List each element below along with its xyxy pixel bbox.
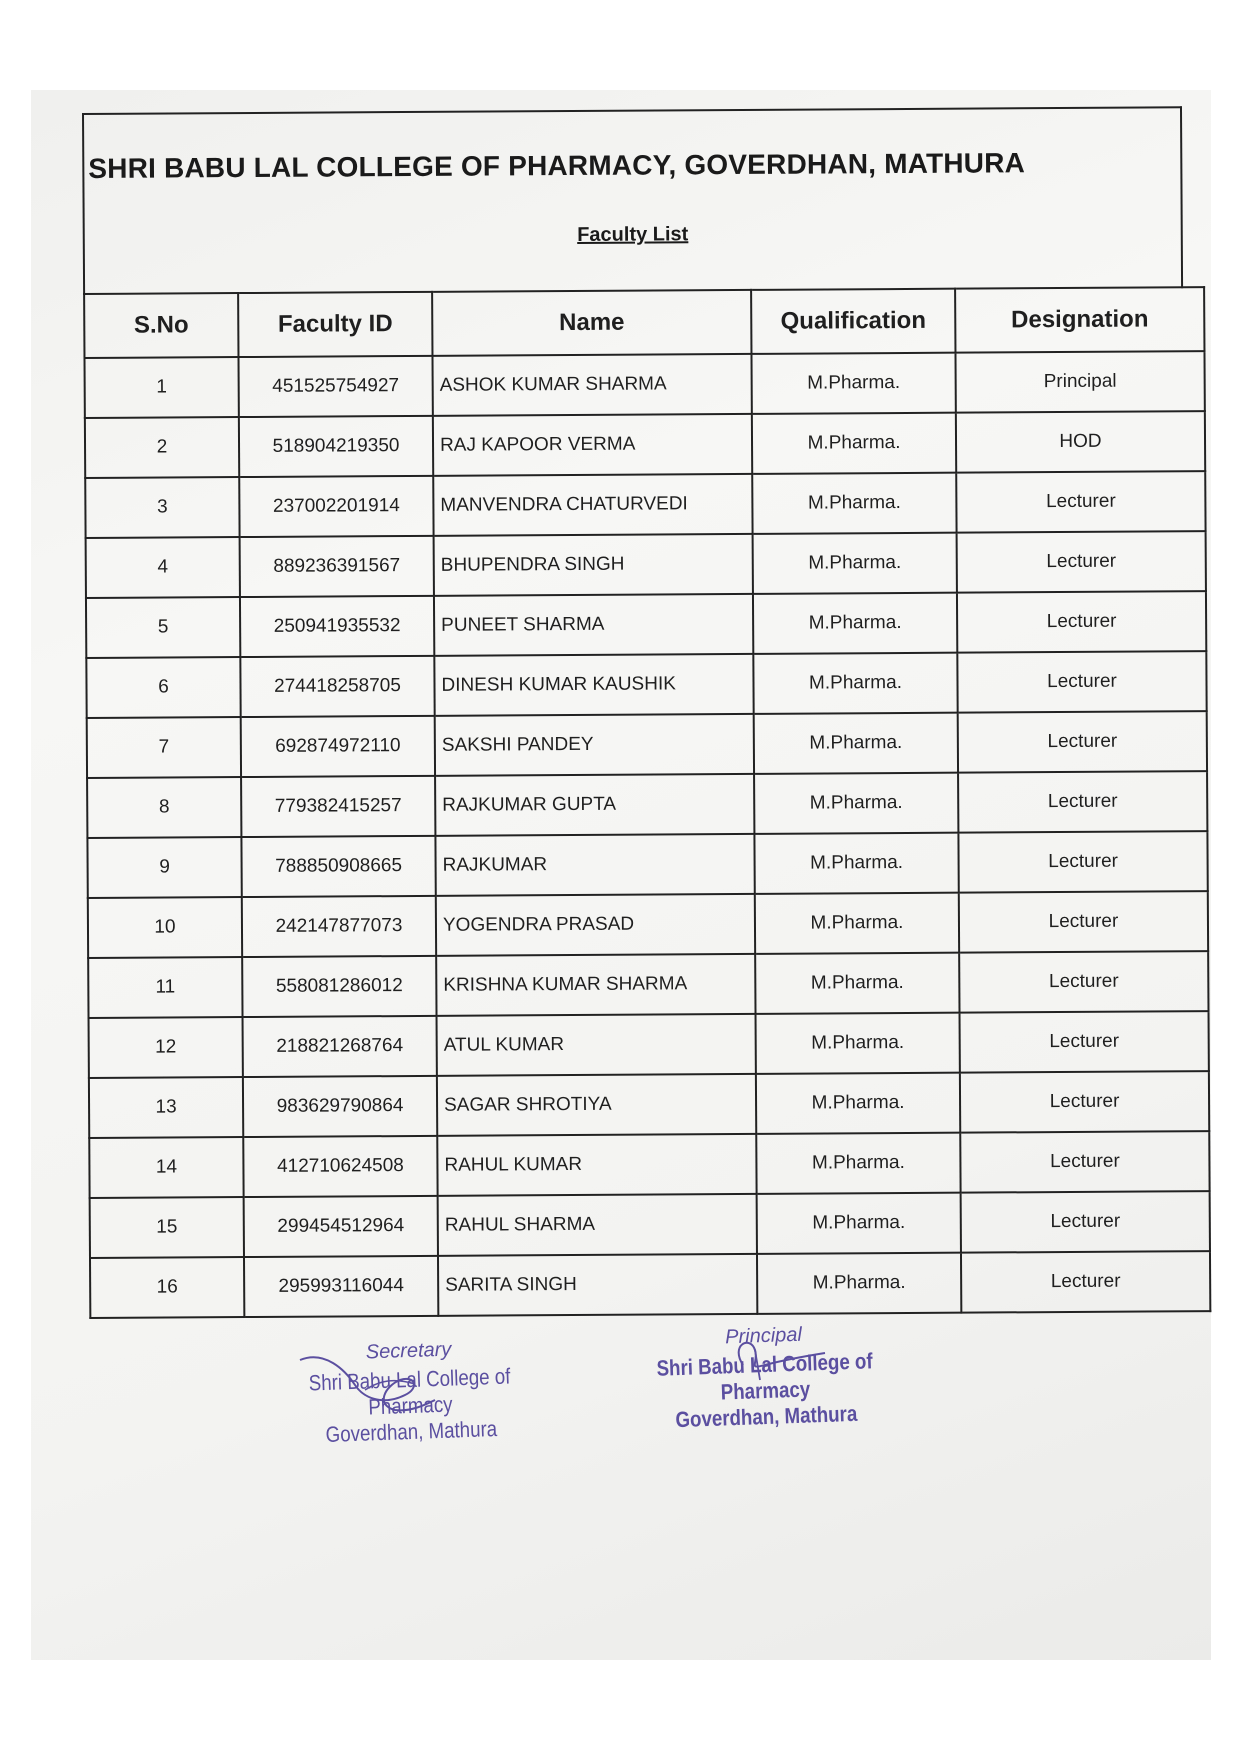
cell-designation: HOD <box>956 411 1205 473</box>
cell-qualification: M.Pharma. <box>754 713 958 774</box>
header-box <box>82 106 1183 295</box>
cell-sno: 1 <box>84 357 238 418</box>
cell-faculty-id: 558081286012 <box>242 956 436 1017</box>
table-row <box>89 1011 1209 1078</box>
cell-sno: 14 <box>89 1137 243 1198</box>
cell-faculty-id: 218821268764 <box>243 1016 437 1077</box>
cell-faculty-id: 299454512964 <box>244 1196 438 1257</box>
table-row <box>87 711 1207 778</box>
header-faculty-id: Faculty ID <box>238 292 432 357</box>
cell-qualification: M.Pharma. <box>753 653 957 714</box>
college-name: SHRI BABU LAL COLLEGE OF PHARMACY, GOVERDHAN, MATHURA <box>88 147 1026 184</box>
cell-designation: Lecturer <box>961 1251 1210 1313</box>
header-qualification: Qualification <box>751 289 955 354</box>
table-row <box>86 591 1206 658</box>
cell-qualification: M.Pharma. <box>752 473 956 534</box>
cell-designation: Lecturer <box>957 591 1206 653</box>
cell-sno: 8 <box>87 777 241 838</box>
secretary-stamp <box>248 1334 571 1450</box>
table-row <box>88 891 1208 958</box>
table-row <box>87 771 1207 838</box>
cell-faculty-id: 237002201914 <box>239 476 433 537</box>
cell-sno: 3 <box>85 477 239 538</box>
cell-qualification: M.Pharma. <box>755 953 959 1014</box>
cell-designation: Lecturer <box>959 951 1208 1013</box>
cell-qualification: M.Pharma. <box>754 833 958 894</box>
secretary-location-line: Goverdhan, Mathura <box>325 1415 498 1447</box>
cell-sno: 10 <box>88 897 242 958</box>
cell-faculty-id: 242147877073 <box>242 896 436 957</box>
cell-faculty-id: 788850908665 <box>241 836 435 897</box>
cell-designation: Lecturer <box>957 651 1206 713</box>
table-row <box>86 651 1206 718</box>
cell-sno: 7 <box>87 717 241 778</box>
cell-qualification: M.Pharma. <box>753 593 957 654</box>
cell-faculty-id: 518904219350 <box>239 416 433 477</box>
document-subtitle: Faculty List <box>577 223 689 246</box>
cell-name: RAJKUMAR <box>435 834 754 896</box>
cell-name: RAHUL KUMAR <box>437 1134 756 1196</box>
cell-qualification: M.Pharma. <box>756 1073 960 1134</box>
cell-qualification: M.Pharma. <box>757 1193 961 1254</box>
principal-stamp <box>613 1320 916 1435</box>
cell-designation: Lecturer <box>960 1131 1209 1193</box>
header-name: Name <box>432 290 751 356</box>
cell-designation: Lecturer <box>958 711 1207 773</box>
cell-faculty-id: 889236391567 <box>240 536 434 597</box>
cell-qualification: M.Pharma. <box>756 1013 960 1074</box>
cell-sno: 4 <box>86 537 240 598</box>
table-row <box>90 1251 1210 1318</box>
cell-designation: Lecturer <box>957 531 1206 593</box>
secretary-role: Secretary <box>365 1338 452 1364</box>
cell-faculty-id: 250941935532 <box>240 596 434 657</box>
cell-sno: 5 <box>86 597 240 658</box>
table-row <box>88 951 1208 1018</box>
cell-name: DINESH KUMAR KAUSHIK <box>434 654 753 716</box>
cell-qualification: M.Pharma. <box>755 893 959 954</box>
cell-sno: 11 <box>88 957 242 1018</box>
cell-faculty-id: 451525754927 <box>238 356 432 417</box>
cell-name: KRISHNA KUMAR SHARMA <box>436 954 755 1016</box>
table-header-row <box>84 287 1204 358</box>
cell-faculty-id: 274418258705 <box>240 656 434 717</box>
cell-name: MANVENDRA CHATURVEDI <box>433 474 752 536</box>
cell-designation: Lecturer <box>960 1011 1209 1073</box>
cell-name: PUNEET SHARMA <box>434 594 753 656</box>
cell-name: SARITA SINGH <box>438 1254 757 1316</box>
cell-sno: 2 <box>85 417 239 478</box>
table-row <box>84 351 1204 418</box>
principal-location-line: Goverdhan, Mathura <box>675 1400 858 1433</box>
cell-name: RAHUL SHARMA <box>438 1194 757 1256</box>
faculty-table <box>83 286 1211 1319</box>
cell-name: YOGENDRA PRASAD <box>436 894 755 956</box>
cell-qualification: M.Pharma. <box>751 353 955 414</box>
table-row <box>85 471 1205 538</box>
header-sno: S.No <box>84 293 238 358</box>
faculty-list-frame <box>82 106 1189 1313</box>
table-row <box>89 1131 1209 1198</box>
cell-name: RAJKUMAR GUPTA <box>435 774 754 836</box>
cell-qualification: M.Pharma. <box>754 773 958 834</box>
cell-faculty-id: 295993116044 <box>244 1256 438 1317</box>
cell-name: ATUL KUMAR <box>437 1014 756 1076</box>
cell-faculty-id: 412710624508 <box>243 1136 437 1197</box>
cell-name: SAGAR SHROTIYA <box>437 1074 756 1136</box>
header-designation: Designation <box>955 287 1204 353</box>
cell-sno: 12 <box>89 1017 243 1078</box>
table-body <box>84 351 1210 1318</box>
cell-qualification: M.Pharma. <box>753 533 957 594</box>
principal-role: Principal <box>724 1323 803 1349</box>
cell-name: RAJ KAPOOR VERMA <box>433 414 752 476</box>
cell-name: BHUPENDRA SINGH <box>434 534 753 596</box>
cell-name: ASHOK KUMAR SHARMA <box>432 354 751 416</box>
cell-faculty-id: 983629790864 <box>243 1076 437 1137</box>
table-row <box>86 531 1206 598</box>
cell-designation: Lecturer <box>959 891 1208 953</box>
cell-qualification: M.Pharma. <box>756 1133 960 1194</box>
secretary-college-line: Shri Babu Lal College of Pharmacy <box>308 1363 511 1420</box>
table-row <box>90 1191 1210 1258</box>
table-row <box>87 831 1207 898</box>
cell-designation: Lecturer <box>958 831 1207 893</box>
table-row <box>89 1071 1209 1138</box>
principal-college-line: Shri Babu Lal College of Pharmacy <box>656 1348 873 1405</box>
cell-sno: 13 <box>89 1077 243 1138</box>
cell-faculty-id: 692874972110 <box>241 716 435 777</box>
cell-sno: 6 <box>86 657 240 718</box>
cell-sno: 16 <box>90 1257 244 1318</box>
cell-designation: Lecturer <box>960 1071 1209 1133</box>
cell-designation: Lecturer <box>961 1191 1210 1253</box>
cell-designation: Lecturer <box>956 471 1205 533</box>
table-row <box>85 411 1205 478</box>
cell-qualification: M.Pharma. <box>752 413 956 474</box>
cell-designation: Lecturer <box>958 771 1207 833</box>
cell-name: SAKSHI PANDEY <box>435 714 754 776</box>
cell-qualification: M.Pharma. <box>757 1253 961 1314</box>
cell-sno: 15 <box>90 1197 244 1258</box>
cell-sno: 9 <box>87 837 241 898</box>
cell-faculty-id: 779382415257 <box>241 776 435 837</box>
cell-designation: Principal <box>955 351 1204 413</box>
